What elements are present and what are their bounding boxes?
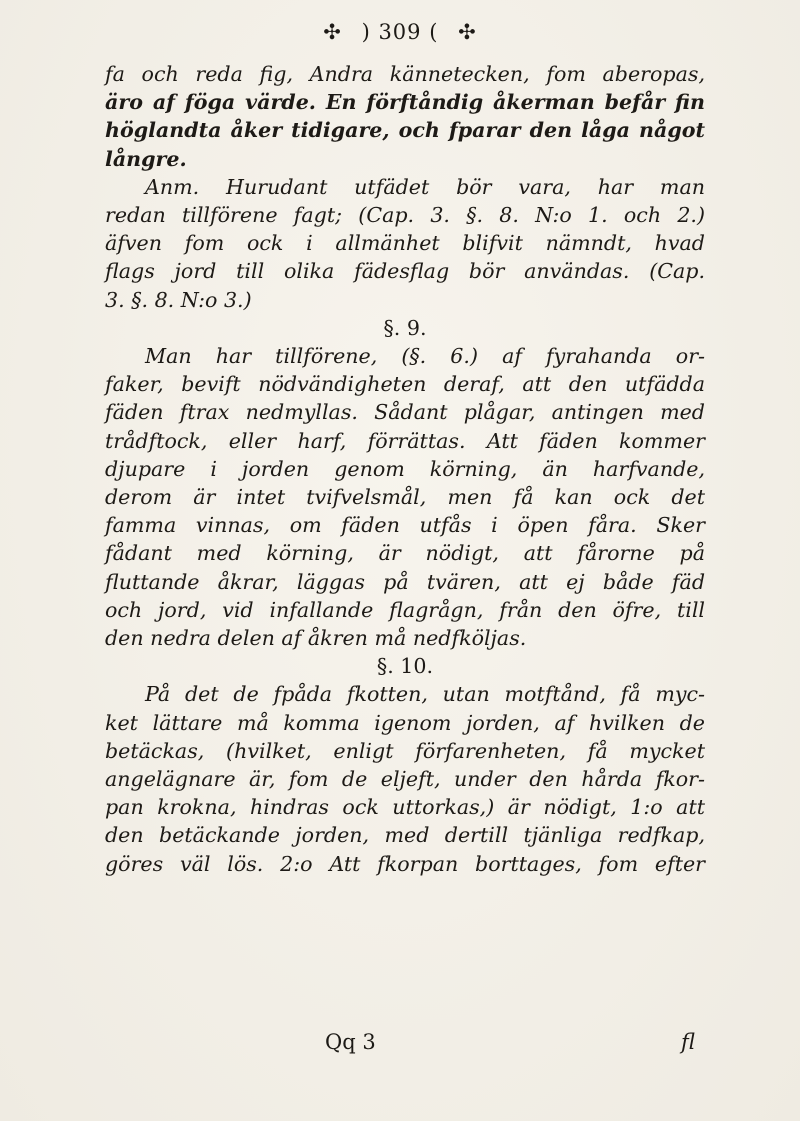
text-line: fäden ftrax nedmyllas. Sådant plågar, antingen med [105, 400, 705, 425]
text-line: pan krokna, hindras ock uttorkas,) är nödigt, 1:o att [105, 795, 705, 820]
ornament-left-icon: ✣ [323, 20, 342, 44]
text-line: djupare i jorden genom körning, än harfvande, [105, 456, 705, 481]
text-line: På det de fpåda fkotten, utan motftånd, få myc- [145, 682, 705, 707]
text-line: ket lättare må komma igenom jorden, af hvilken de [105, 710, 705, 735]
catchword: fl [680, 1030, 695, 1054]
text-line: derom är intet tvifvelsmål, men få kan ock det [105, 485, 705, 510]
text-line: trådftock, eller harf, förrättas. Att fäden kommer [105, 428, 705, 453]
text-line: fa och reda fig, Andra kännetecken, fom aberopas, [105, 62, 705, 86]
page-body [105, 60, 705, 878]
section-heading: §. 9. [383, 315, 427, 340]
signature-mark: Qq 3 [325, 1030, 376, 1054]
text-line: långre. [105, 146, 187, 171]
text-line: betäckas, (hvilket, enligt förfarenheten, få mycket [105, 738, 705, 763]
text-line: flags jord till olika fädesflag bör användas. (Cap. [105, 259, 705, 284]
text-line: äro af föga värde. En förftåndig åkerman befår fin [105, 90, 705, 115]
text-line: angelägnare är, fom de eljeft, under den hårda fkor- [105, 767, 705, 792]
text-line: höglandta åker tidigare, och fparar den låga något [105, 118, 705, 143]
section-heading: §. 10. [376, 654, 434, 679]
text-line: redan tillförene fagt; (Cap. 3. §. 8. N:o 1. och 2.) [105, 203, 705, 228]
text-line: famma vinnas, om fäden utfås i öpen fåra. Sker [105, 513, 705, 538]
text-line: fluttande åkrar, läggas på tvären, att ej både fäd [105, 569, 705, 594]
text-line: fådant med körning, är nödigt, att fårorne på [105, 541, 705, 566]
text-line: den nedra delen af åkren må nedfköljas. [105, 626, 527, 651]
text-line: och jord, vid infallande flagrågn, från den öfre, till [105, 597, 705, 622]
text-line: den betäckande jorden, med dertill tjänliga redfkap, [105, 823, 705, 848]
text-line: 3. §. 8. N:o 3.) [105, 287, 252, 312]
text-line: Man har tillförene, (§. 6.) af fyrahanda or- [145, 344, 705, 369]
ornament-right-icon: ✣ [458, 20, 477, 44]
text-line: faker, bevift nödvändigheten deraf, att den utfädda [105, 372, 705, 397]
annotation-line: Anm. Hurudant utfädet bör vara, har man [145, 174, 705, 199]
page-number: ) 309 ( [361, 20, 439, 44]
text-line: äfven fom ock i allmänhet blifvit nämndt, hvad [105, 231, 705, 256]
text-line: göres väl lös. 2:o Att fkorpan borttages, fom efter [105, 851, 705, 876]
page-header [0, 20, 800, 44]
